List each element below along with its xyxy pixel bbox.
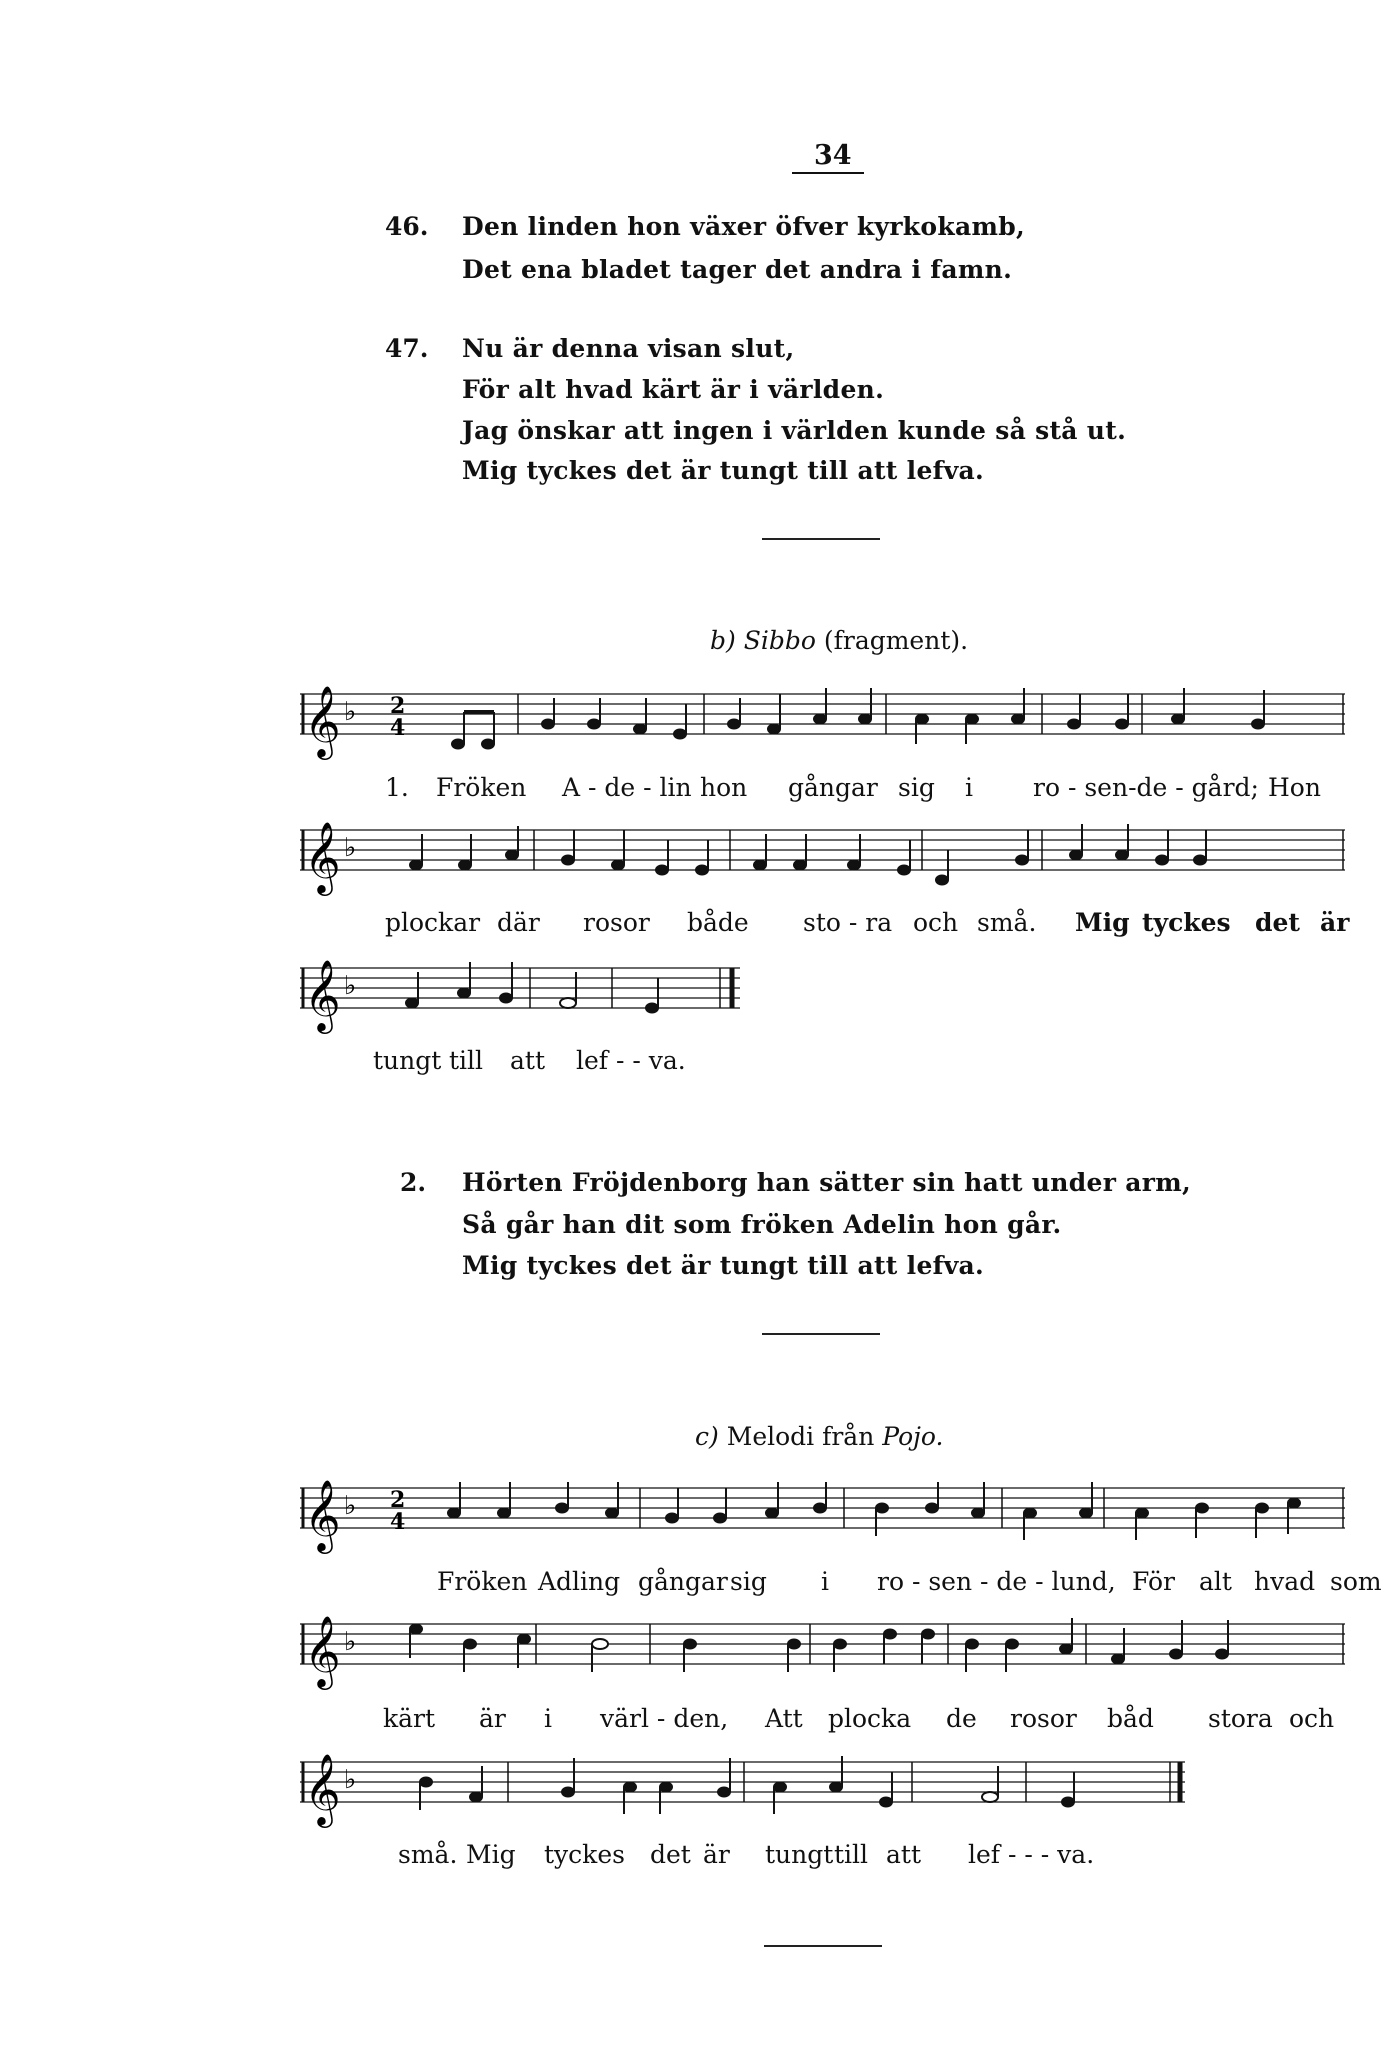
page-number: 34 bbox=[814, 140, 852, 171]
lyric-syllable: rosor bbox=[583, 908, 650, 937]
lyric-syllable: Hon bbox=[1268, 773, 1321, 802]
lyric-syllable: För bbox=[1132, 1567, 1175, 1596]
verse-line: För alt hvad kärt är i världen. bbox=[462, 375, 885, 404]
lyric-syllable: till bbox=[834, 1840, 869, 1869]
lyric-syllable: plockar bbox=[385, 908, 481, 937]
lyric-syllable: ro - sen-de - gård; bbox=[1033, 773, 1259, 802]
notes bbox=[452, 688, 1343, 749]
lyric-syllable: kärt bbox=[383, 1704, 436, 1733]
lyric-syllable: sig bbox=[898, 773, 935, 802]
lyric-syllable: tungt bbox=[373, 1046, 442, 1075]
section-divider bbox=[764, 1945, 882, 1947]
lyric-syllable: i bbox=[965, 773, 973, 802]
treble-clef-icon: 𝄞 bbox=[304, 958, 341, 1031]
verse-line: Hörten Fröjdenborg han sätter sin hatt under arm, bbox=[462, 1168, 1191, 1197]
verse-line: Nu är denna visan slut, bbox=[462, 334, 795, 363]
lyric-syllable: sig bbox=[730, 1567, 767, 1596]
lyric-syllable: båd bbox=[1107, 1704, 1154, 1733]
song-title-text: Melodi från bbox=[726, 1422, 875, 1451]
lyric-syllable: är bbox=[479, 1704, 506, 1733]
lyric-syllable: det bbox=[650, 1840, 691, 1869]
flat-sign-icon: ♭ bbox=[344, 1765, 357, 1795]
lyric-syllable: Fröken bbox=[436, 773, 527, 802]
verse-line: Mig tyckes det är tungt till att lefva. bbox=[462, 1251, 985, 1280]
flat-sign-icon: ♭ bbox=[344, 1627, 357, 1657]
treble-clef-icon: 𝄞 bbox=[304, 820, 341, 893]
time-signature-bottom: 4 bbox=[390, 1509, 406, 1535]
lyric-syllable: 1. bbox=[385, 773, 409, 802]
notes bbox=[410, 824, 1343, 885]
verse-number: 2. bbox=[400, 1168, 427, 1197]
lyric-syllable: stora bbox=[1208, 1704, 1273, 1733]
lyric-syllable: lef - - va. bbox=[576, 1046, 686, 1075]
lyric-syllable: Fröken bbox=[437, 1567, 528, 1596]
treble-clef-icon: 𝄞 bbox=[304, 1478, 341, 1551]
lyric-syllable: små. bbox=[398, 1840, 458, 1869]
verse-line: Jag önskar att ingen i världen kunde så stå ut. bbox=[462, 416, 1127, 445]
song-label: b) bbox=[710, 626, 736, 655]
song-place: Pojo. bbox=[882, 1422, 944, 1451]
music-staff bbox=[300, 1614, 1360, 1694]
lyric-syllable: både bbox=[687, 908, 749, 937]
lyric-syllable: små. bbox=[977, 908, 1037, 937]
lyric-syllable: tungt bbox=[765, 1840, 834, 1869]
flat-sign-icon: ♭ bbox=[344, 833, 357, 863]
song-label: c) bbox=[695, 1422, 719, 1451]
lyric-syllable: det bbox=[1255, 908, 1300, 937]
lyric-syllable: och bbox=[913, 908, 959, 937]
verse-number: 47. bbox=[385, 334, 429, 363]
lyric-syllable: är bbox=[703, 1840, 730, 1869]
lyric-syllable: gångar bbox=[788, 773, 878, 802]
verse-line: Mig tyckes det är tungt till att lefva. bbox=[462, 456, 985, 485]
lyric-syllable: är bbox=[1320, 908, 1350, 937]
treble-clef-icon: 𝄞 bbox=[304, 1614, 341, 1687]
verse-line: Det ena bladet tager det andra i famn. bbox=[462, 255, 1013, 284]
lyric-syllable: rosor bbox=[1010, 1704, 1077, 1733]
section-divider bbox=[762, 538, 880, 540]
lyric-syllable: Adling bbox=[538, 1567, 621, 1596]
lyric-syllable: plocka bbox=[828, 1704, 912, 1733]
music-staff bbox=[300, 820, 1360, 900]
verse-line: Den linden hon växer öfver kyrkokamb, bbox=[462, 212, 1026, 241]
music-staff bbox=[300, 1478, 1360, 1558]
section-divider bbox=[762, 1333, 880, 1335]
time-signature-top: 2 bbox=[390, 1487, 406, 1513]
lyric-syllable: tyckes bbox=[544, 1840, 625, 1869]
verse-number: 46. bbox=[385, 212, 429, 241]
lyric-syllable: de bbox=[946, 1704, 977, 1733]
lyric-syllable: Att bbox=[765, 1704, 803, 1733]
lyric-syllable: gångar bbox=[638, 1567, 728, 1596]
lyric-syllable: och bbox=[1289, 1704, 1335, 1733]
page-number-rule bbox=[792, 172, 864, 174]
song-title bbox=[710, 626, 968, 655]
lyric-syllable: att bbox=[886, 1840, 921, 1869]
lyric-syllable: som bbox=[1330, 1567, 1382, 1596]
song-place: Sibbo bbox=[743, 626, 816, 655]
notes bbox=[448, 1482, 1343, 1540]
lyric-syllable: Mig bbox=[1075, 908, 1130, 937]
flat-sign-icon: ♭ bbox=[344, 1491, 357, 1521]
lyric-syllable: lef - - - va. bbox=[968, 1840, 1095, 1869]
time-signature-top: 2 bbox=[390, 693, 406, 719]
verse-line: Så går han dit som fröken Adelin hon går. bbox=[462, 1210, 1062, 1239]
music-staff bbox=[300, 684, 1360, 764]
lyric-syllable: i bbox=[544, 1704, 552, 1733]
lyric-syllable: till bbox=[449, 1046, 484, 1075]
notes bbox=[406, 962, 732, 1013]
lyric-syllable: Mig bbox=[466, 1840, 516, 1869]
song-title-suffix: (fragment). bbox=[823, 626, 969, 655]
lyric-syllable: att bbox=[510, 1046, 545, 1075]
music-staff bbox=[300, 958, 760, 1038]
lyric-syllable: i bbox=[821, 1567, 829, 1596]
lyric-syllable: sto - ra bbox=[803, 908, 893, 937]
treble-clef-icon: 𝄞 bbox=[304, 1752, 341, 1825]
flat-sign-icon: ♭ bbox=[344, 697, 357, 727]
treble-clef-icon: 𝄞 bbox=[304, 684, 341, 757]
time-signature-bottom: 4 bbox=[390, 715, 406, 741]
lyric-syllable: där bbox=[497, 908, 540, 937]
flat-sign-icon: ♭ bbox=[344, 971, 357, 1001]
lyric-syllable: hvad bbox=[1254, 1567, 1316, 1596]
music-staff bbox=[300, 1752, 1200, 1832]
lyric-syllable: A - de - lin bbox=[562, 773, 692, 802]
lyric-syllable: tyckes bbox=[1142, 908, 1231, 937]
lyric-syllable: värl - den, bbox=[600, 1704, 729, 1733]
lyric-syllable: ro - sen - de - lund, bbox=[877, 1567, 1116, 1596]
lyric-syllable: alt bbox=[1199, 1567, 1232, 1596]
notes bbox=[420, 1756, 1180, 1814]
song-title bbox=[695, 1422, 943, 1451]
lyric-syllable: hon bbox=[700, 773, 748, 802]
